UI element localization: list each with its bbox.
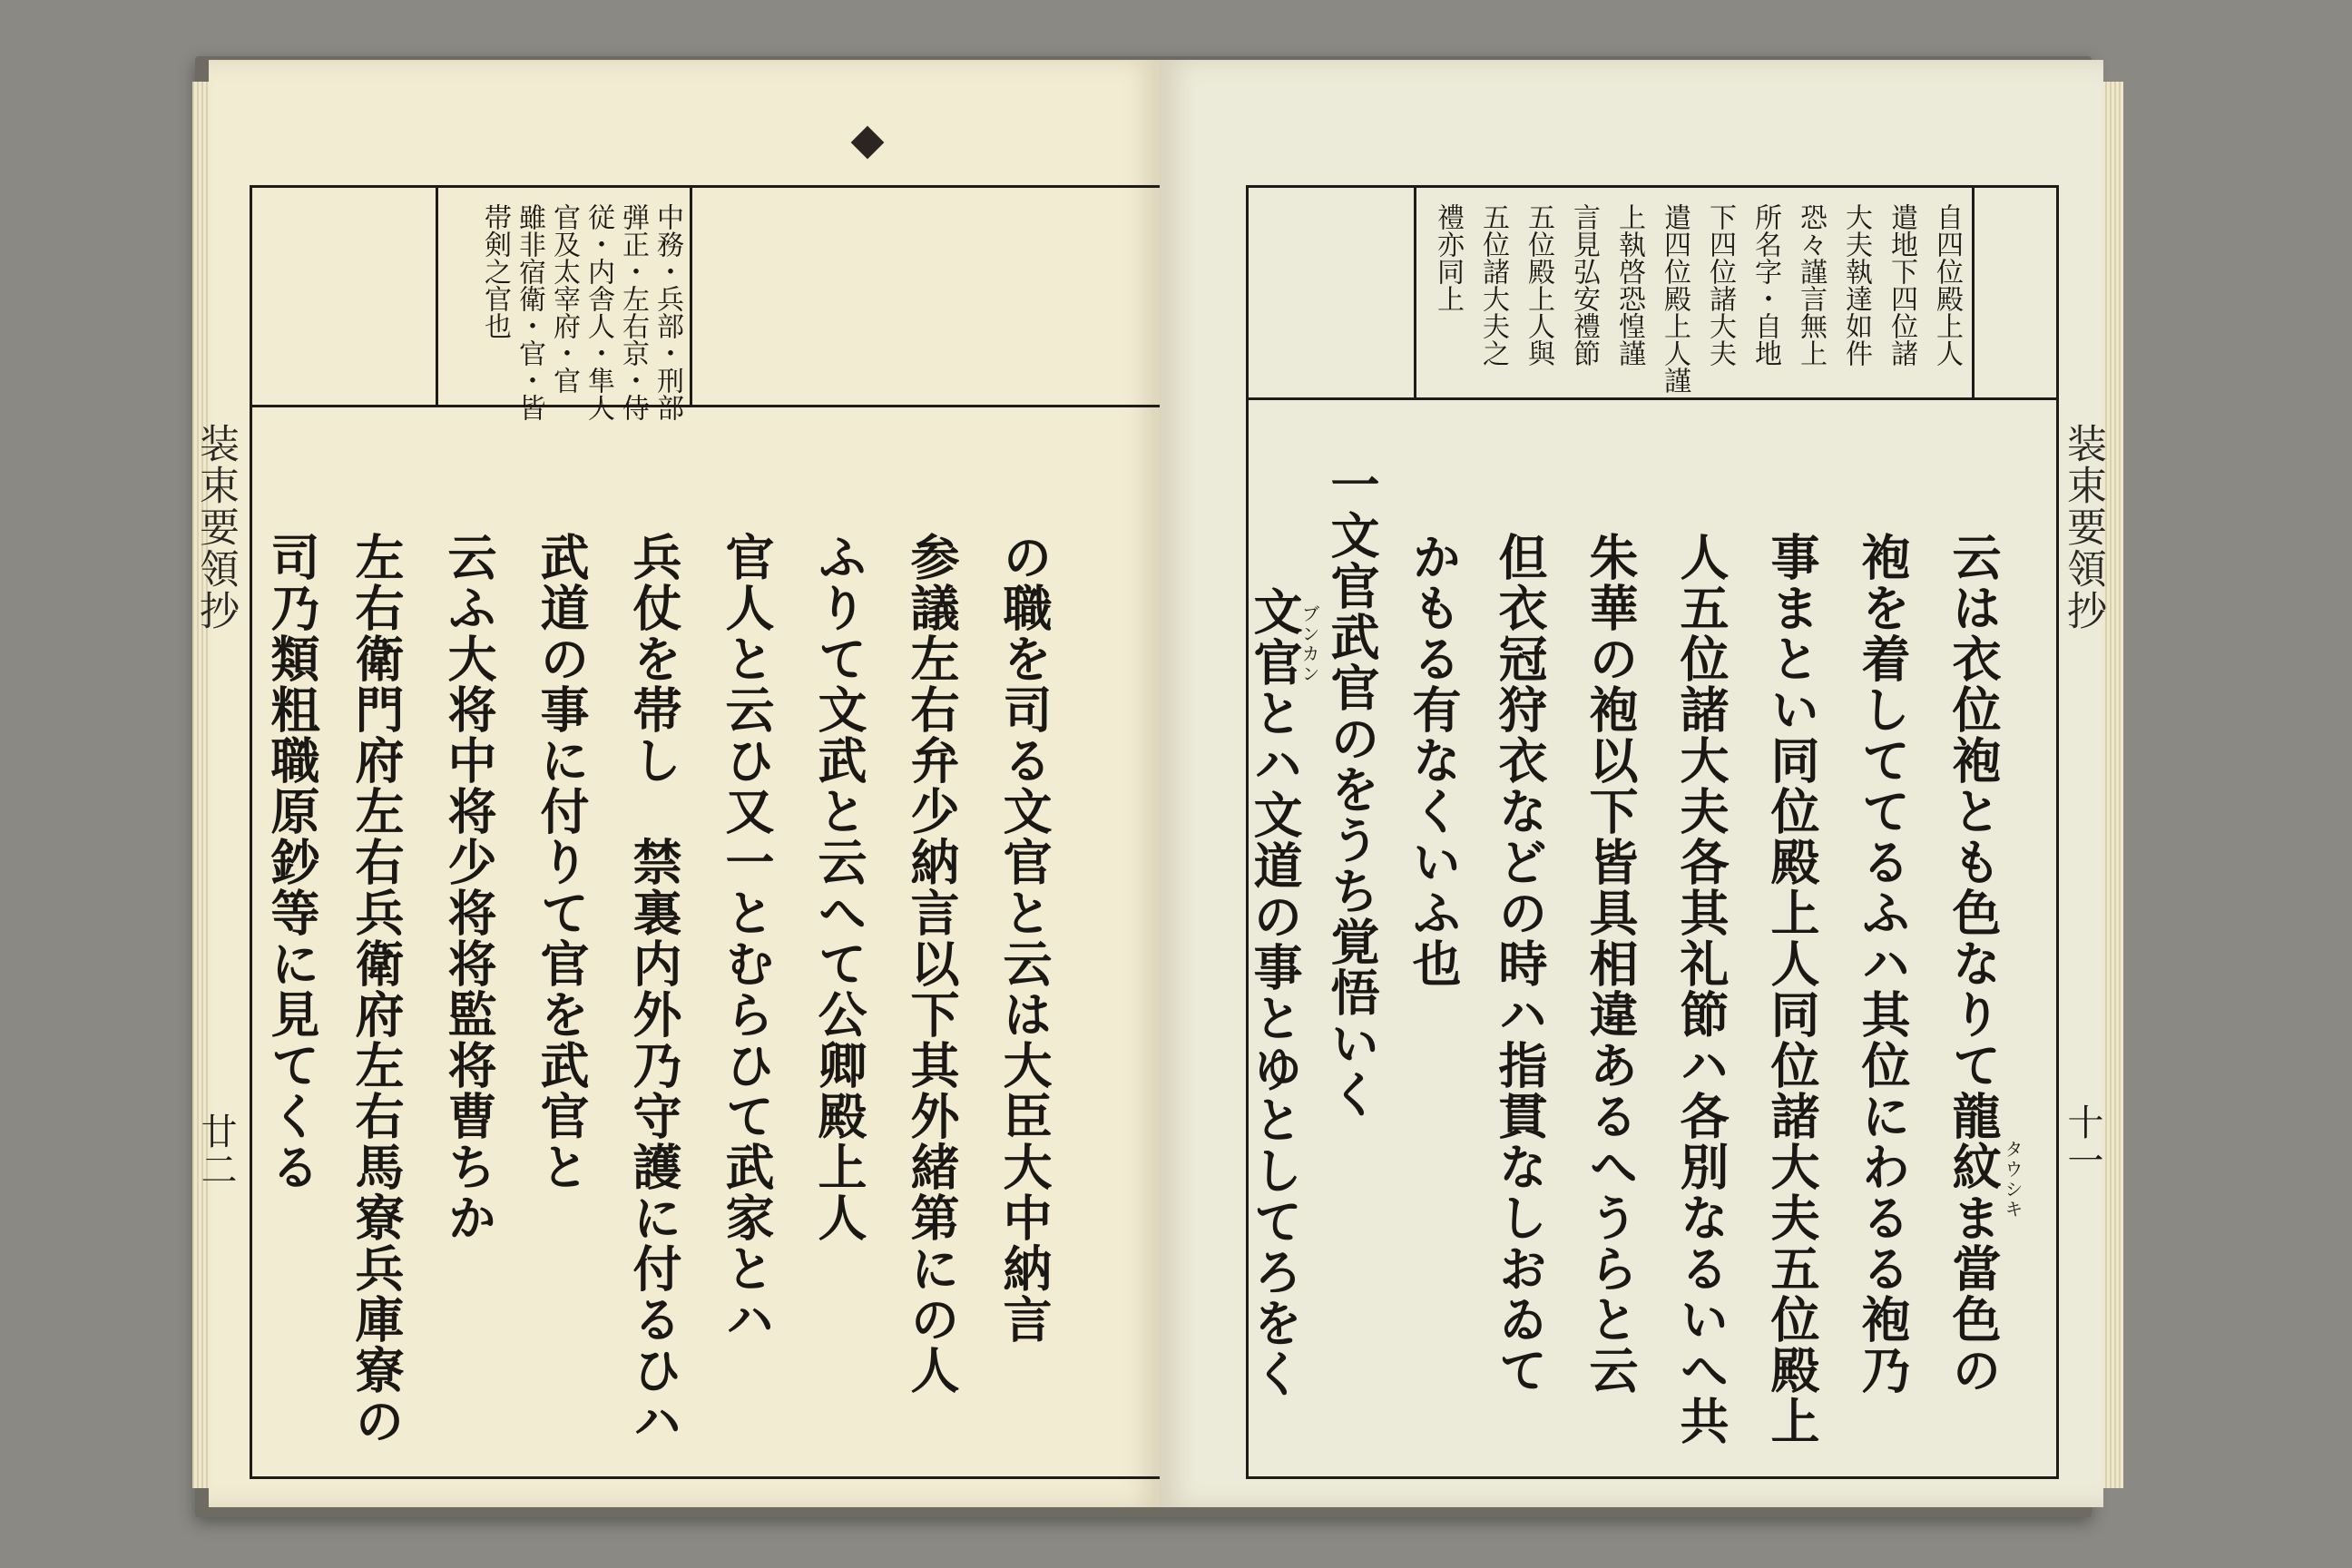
- headnote-column: 中務・兵部・刑部: [652, 203, 683, 421]
- right-headnote-divider: [1246, 397, 2056, 400]
- headnote-column: 禮亦同上: [1432, 203, 1464, 312]
- headnote-column: 恐々謹言無上: [1795, 203, 1827, 367]
- headnote-column: 官及太宰府・官: [548, 203, 580, 394]
- right-margin-title: 装束要領抄: [2060, 423, 2106, 632]
- text-column: 但衣冠狩衣などの時ハ指貫なしおゐて: [1491, 532, 1549, 1396]
- right-margin-folio: 十一: [2062, 1103, 2103, 1180]
- headnote-column: 言見弘安禮節: [1568, 203, 1600, 367]
- ornament-diamond: [851, 126, 885, 160]
- right-headnote-box-left: [1414, 185, 1416, 399]
- left-headnote-box-left: [436, 185, 438, 407]
- text-column: 司乃類粗職原鈔等に見てくる: [263, 532, 321, 1192]
- left-headnote-box-right: [690, 185, 692, 407]
- text-column: 官人と云ひ又一とむらひて武家とハ: [718, 532, 776, 1345]
- headnote-column: 遣四位殿上人謹: [1659, 203, 1690, 394]
- text-column: 云は衣位袍とも色なりて龍紋ま當色の: [1945, 532, 2003, 1396]
- ruby-annotation: ブンカン: [1298, 604, 1320, 684]
- headnote-column: 従・内舎人・隼人: [583, 203, 614, 421]
- headnote-column: 大夫執達如件: [1840, 203, 1872, 367]
- text-column: 袍を着しててるふハ其位にわるる袍乃: [1854, 532, 1912, 1396]
- headnote-column: 雖非宿衛・官・皆: [514, 203, 545, 421]
- left-margin-folio: 廿二: [195, 1112, 237, 1189]
- text-column: 参議左右弁少納言以下其外緒第にの人: [903, 532, 961, 1396]
- headnote-column: 五位諸大夫之: [1477, 203, 1509, 367]
- headnote-column: 五位殿上人與: [1523, 203, 1554, 367]
- item-heading: 一文官武官のをうち覚悟いく: [1323, 459, 1381, 1120]
- headnote-column: 上執啓恐惶謹: [1613, 203, 1645, 367]
- text-column: 武道の事に付りて官を武官と: [533, 532, 591, 1192]
- ruby-annotation: タウシキ: [2002, 1140, 2024, 1220]
- text-column: の職を司る文官と云は大臣大中納言: [995, 532, 1054, 1345]
- right-headnote-box-right: [1972, 185, 1975, 399]
- right-page: [1160, 60, 2106, 1507]
- left-margin-title: 装束要領抄: [192, 423, 239, 632]
- left-headnote-divider: [250, 405, 1160, 407]
- headnote-column: 自四位殿上人: [1931, 203, 1963, 367]
- text-column: 兵仗を帯し 禁裏内外乃守護に付るひハ: [625, 532, 683, 1446]
- headnote-column: 遣地下四位諸: [1886, 203, 1917, 367]
- left-page: [192, 60, 1163, 1507]
- text-column: 左右衛門府左右兵衛府左右馬寮兵庫寮の: [348, 532, 406, 1446]
- headnote-column: 下四位諸大夫: [1704, 203, 1736, 367]
- text-column: かもる有なくいふ也: [1405, 532, 1463, 989]
- text-column: 人五位諸大夫各其礼節ハ各別なるいへ共: [1672, 532, 1730, 1446]
- text-column: 云ふ大将中将少将将監将曹ちか: [440, 532, 498, 1243]
- headnote-column: 帯剣之官也: [479, 203, 511, 339]
- text-column: 事まとい同位殿上人同位諸大夫五位殿上: [1763, 532, 1821, 1446]
- headnote-column: 所名字・自地: [1749, 203, 1781, 367]
- item-body: 文官とハ文道の事とゆとしてろをく: [1246, 586, 1304, 1399]
- headnote-column: 弾正・左右京・侍: [617, 203, 649, 421]
- text-column: 朱華の袍以下皆具相違あるへうらと云: [1582, 532, 1640, 1396]
- text-column: ふりて文武と云へて公卿殿上人: [810, 532, 868, 1243]
